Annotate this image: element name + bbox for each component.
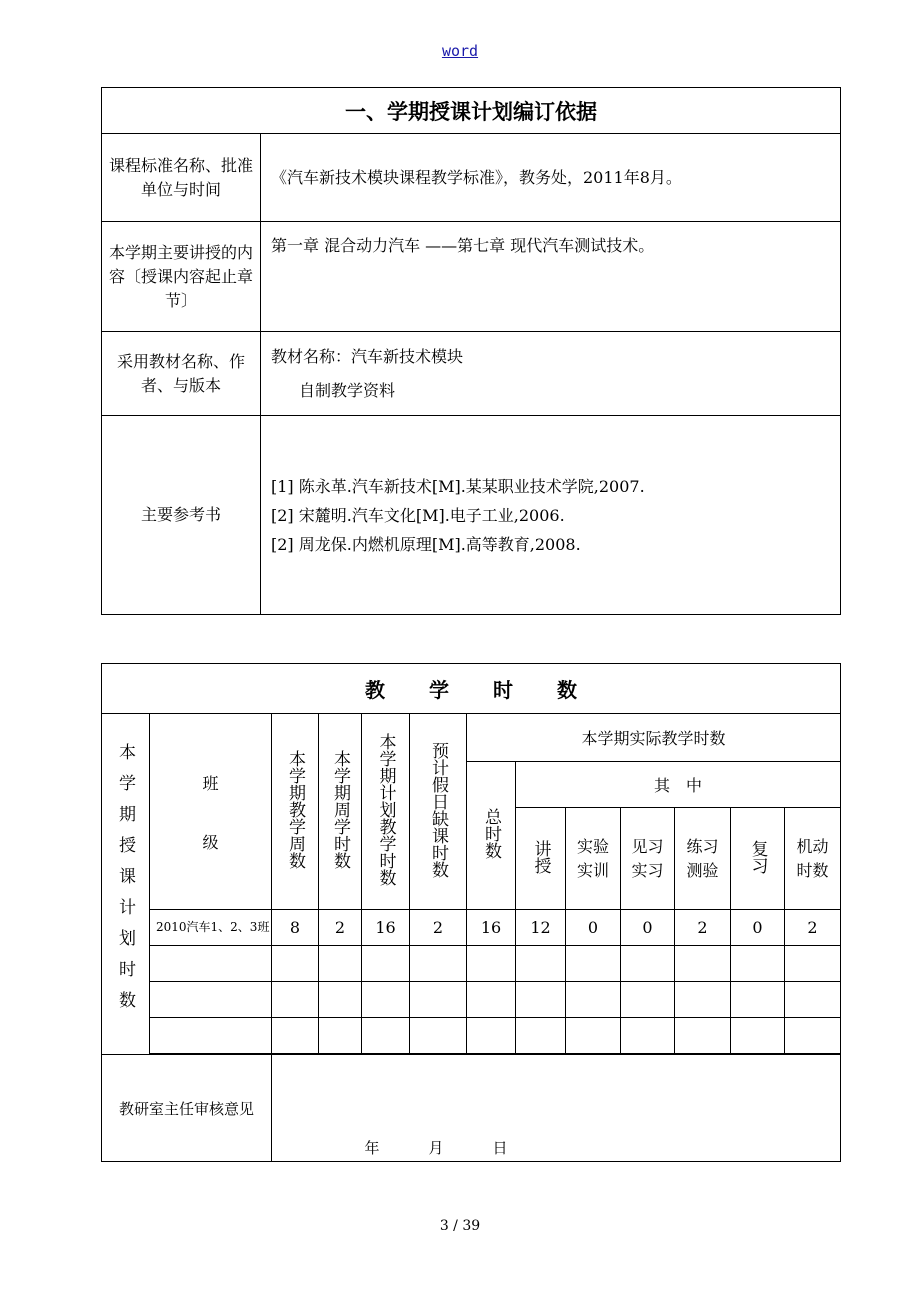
review-opinion-label: 教研室主任审核意见	[102, 1055, 272, 1162]
page-number: 3 / 39	[439, 1218, 481, 1234]
review-header: 复习	[731, 808, 785, 910]
holiday-hours-header: 预计假日缺课时数	[410, 714, 467, 910]
weekly-hours-cell: 2	[319, 910, 362, 946]
lecture-header: 讲授	[516, 808, 566, 910]
teaching-hours-table	[101, 663, 841, 1162]
weeks-cell: 8	[272, 910, 319, 946]
plan-basis-table	[101, 87, 841, 615]
internship-header: 见习 实习	[621, 808, 675, 910]
date-line: 年 月 日	[364, 1139, 508, 1157]
planned-hours-cell: 16	[362, 910, 410, 946]
course-standard-value: 《汽车新技术模块课程教学标准》，教务处，2011年8月。	[261, 134, 841, 222]
textbook-label: 采用教材名称、作者、与版本	[102, 332, 261, 416]
among-header: 其 中	[516, 762, 841, 808]
textbook-name: 教材名称：汽车新技术模块	[271, 346, 464, 366]
actual-hours-header: 本学期实际教学时数	[467, 714, 841, 762]
textbook-value	[261, 332, 841, 416]
header-word-link[interactable]: word	[441, 42, 479, 60]
weekly-hours-header: 本学期周学时数	[319, 714, 362, 910]
side-label: 本学期授课计划时数	[102, 714, 150, 1055]
table-row	[102, 910, 841, 946]
flex-hours-header: 机动 时数	[785, 808, 841, 910]
weeks-header: 本学期教学周数	[272, 714, 319, 910]
reference-item: [1] 陈永革.汽车新技术[M].某某职业技术学院,2007.	[271, 476, 645, 496]
textbook-source: 自制教学资料	[299, 380, 396, 400]
flex-hours-cell: 2	[785, 910, 841, 946]
class-header: 班 级	[150, 714, 272, 910]
teaching-content-value: 第一章 混合动力汽车 ——第七章 现代汽车测试技术。	[261, 222, 841, 332]
lab-header: 实验 实训	[566, 808, 621, 910]
reference-item: [2] 周龙保.内燃机原理[M].高等教育,2008.	[271, 534, 581, 554]
internship-cell: 0	[621, 910, 675, 946]
reference-item: [2] 宋麓明.汽车文化[M].电子工业,2006.	[271, 505, 565, 525]
table-row	[102, 946, 841, 982]
total-cell: 16	[467, 910, 516, 946]
lab-cell: 0	[566, 910, 621, 946]
section2-title: 教 学 时 数	[102, 664, 841, 714]
class-name-cell: 2010汽车1、2、3班	[150, 910, 272, 946]
course-standard-label: 课程标准名称、批准单位与时间	[102, 134, 261, 222]
teaching-content-label: 本学期主要讲授的内容〔授课内容起止章节〕	[102, 222, 261, 332]
table-row	[102, 1018, 841, 1054]
lecture-cell: 12	[516, 910, 566, 946]
holiday-hours-cell: 2	[410, 910, 467, 946]
reference-books-label: 主要参考书	[102, 416, 261, 615]
table-row	[102, 982, 841, 1018]
review-opinion-value	[272, 1055, 841, 1162]
planned-hours-header: 本学期计划教学时数	[362, 714, 410, 910]
exercise-header: 练习 测验	[675, 808, 731, 910]
total-hours-header: 总时数	[467, 762, 516, 910]
review-cell: 0	[731, 910, 785, 946]
reference-books-value	[261, 416, 841, 615]
exercise-cell: 2	[675, 910, 731, 946]
section1-title: 一、学期授课计划编订依据	[102, 88, 841, 134]
